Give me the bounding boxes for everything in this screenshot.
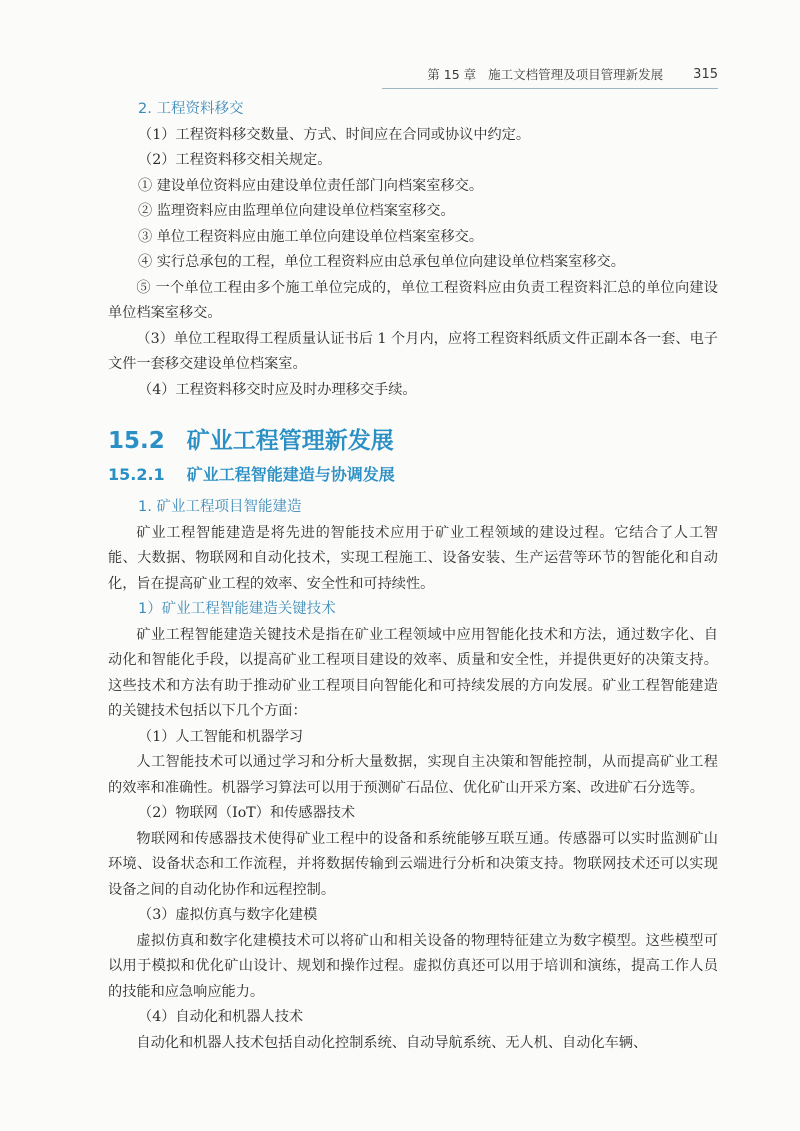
transfer-item-3: （3）单位工程取得工程质量认证书后 1 个月内，应将工程资料纸质文件正副本各一套、电子文件一套移交建设单位档案室。 — [108, 330, 718, 372]
transfer-item-4: （4）工程资料移交时应及时办理移交手续。 — [138, 381, 417, 398]
transfer-rule-5: ⑤ 一个单位工程由多个施工单位完成的，单位工程资料应由负责工程资料汇总的单位向建设单位档案室移交。 — [108, 279, 718, 321]
transfer-rule-3: ③ 单位工程资料应由施工单位向建设单位档案室移交。 — [138, 228, 484, 245]
header-chapter-title: 施工文档管理及项目管理新发展 — [488, 67, 664, 82]
transfer-item-2: （2）工程资料移交相关规定。 — [138, 152, 332, 168]
tech-paragraph-3: 虚拟仿真和数字化建模技术可以将矿山和相关设备的物理特征建立为数字模型。这些模型可以用于模拟和优化矿山设计、规划和操作过程。虚拟仿真还可以用于培训和演练，提高工作人员的技能和应急响应能力。 — [108, 932, 718, 1000]
transfer-rule-1: ① 建设单位资料应由建设单位责任部门向档案室移交。 — [138, 177, 484, 194]
heading-key-technologies: 1）矿业工程智能建造关键技术 — [138, 601, 336, 617]
tech-title-3: （3）虚拟仿真与数字化建模 — [138, 907, 318, 923]
header-rule — [382, 88, 718, 89]
transfer-rule-2: ② 监理资料应由监理单位向建设单位档案室移交。 — [138, 203, 455, 219]
page-number: 315 — [693, 66, 718, 82]
subsection-title: 矿业工程智能建造与协调发展 — [186, 465, 395, 484]
paragraph-key-technologies: 矿业工程智能建造关键技术是指在矿业工程领域中应用智能化技术和方法，通过数字化、自动化和智能化手段，以提高矿业工程项目建设的效率、质量和安全性，并提供更好的决策支持。这些技术和方法有助于推动矿业工程项目向智能化和可持续发展的方向发展。矿业工程智能建造的关键技术包括以下几个方面： — [108, 626, 718, 719]
transfer-item-1: （1）工程资料移交数量、方式、时间应在合同或协议中约定。 — [138, 126, 531, 143]
header-chapter: 第 15 章 — [427, 67, 477, 82]
section-heading — [108, 425, 718, 457]
heading-transfer: 2. 工程资料移交 — [138, 101, 244, 117]
paragraph-smart-construction: 矿业工程智能建造是将先进的智能技术应用于矿业工程领域的建设过程。它结合了人工智能、大数据、物联网和自动化技术，实现工程施工、设备安装、生产运营等环节的智能化和自动化，旨在提高矿业工程的效率、安全性和可持续性。 — [108, 524, 718, 592]
tech-title-2: （2）物联网（IoT）和传感器技术 — [138, 805, 356, 821]
subsection-number: 15.2.1 — [108, 465, 165, 484]
tech-paragraph-1: 人工智能技术可以通过学习和分析大量数据，实现自主决策和智能控制，从而提高矿业工程的效率和准确性。机器学习算法可以用于预测矿石品位、优化矿山开采方案、改进矿石分选等。 — [108, 754, 718, 796]
tech-title-4: （4）自动化和机器人技术 — [138, 1009, 304, 1025]
page-content — [108, 97, 718, 1056]
running-header — [380, 62, 718, 86]
transfer-rule-4: ④ 实行总承包的工程，单位工程资料应由总承包单位向建设单位档案室移交。 — [138, 254, 625, 270]
tech-paragraph-4: 自动化和机器人技术包括自动化控制系统、自动导航系统、无人机、自动化车辆、 — [136, 1034, 648, 1051]
section-title: 矿业工程管理新发展 — [186, 428, 394, 454]
subsection-heading — [108, 461, 718, 489]
heading-smart-construction: 1. 矿业工程项目智能建造 — [138, 499, 302, 515]
tech-paragraph-2: 物联网和传感器技术使得矿业工程中的设备和系统能够互联互通。传感器可以实时监测矿山环境、设备状态和工作流程，并将数据传输到云端进行分析和决策支持。物联网技术还可以实现设备之间的自动化协作和远程控制。 — [108, 830, 718, 898]
tech-title-1: （1）人工智能和机器学习 — [138, 728, 304, 745]
section-number: 15.2 — [108, 428, 165, 454]
